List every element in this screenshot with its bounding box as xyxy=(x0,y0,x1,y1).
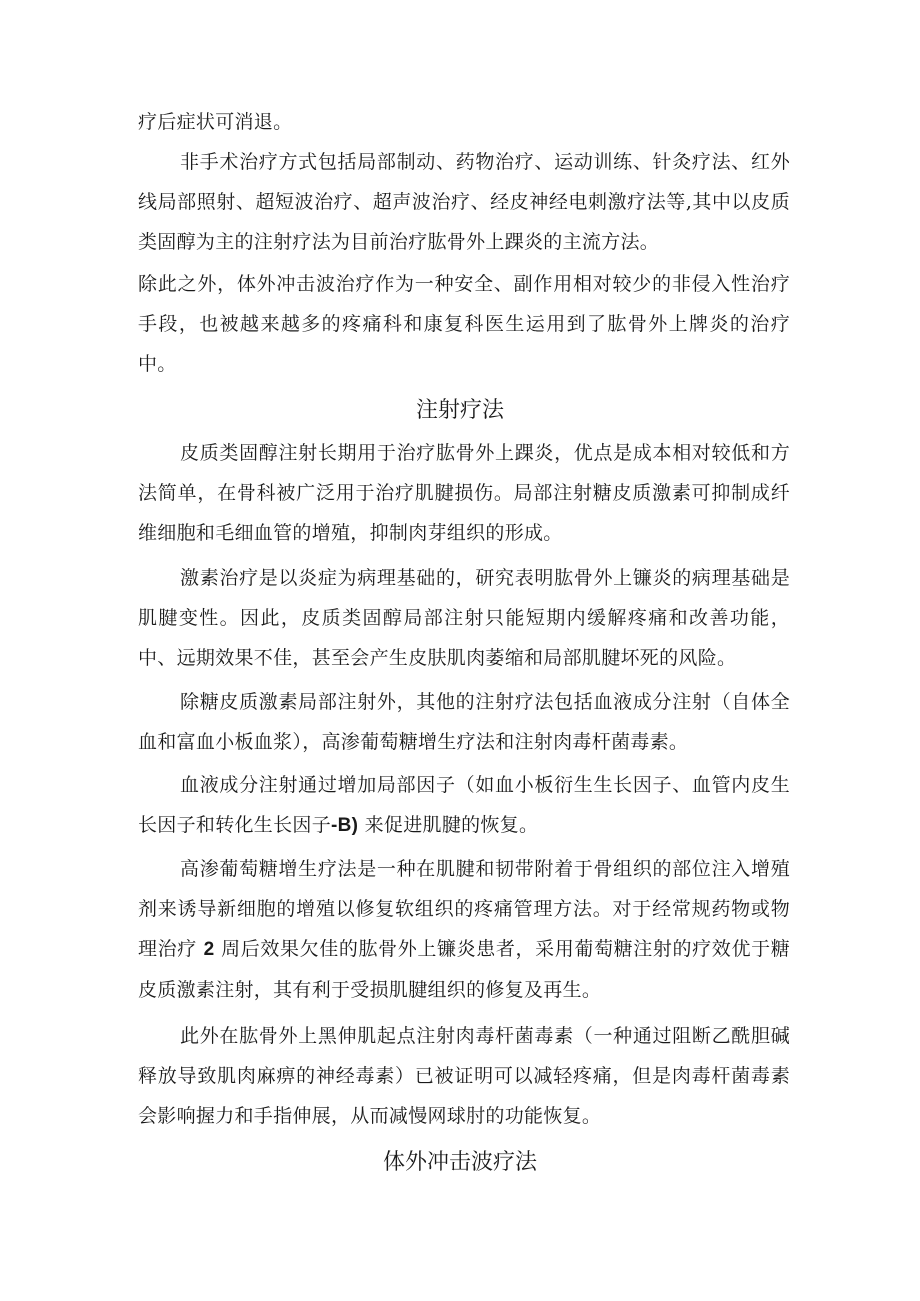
blood-injection-text-b: -B) xyxy=(331,815,359,836)
paragraph-shockwave-intro: 除此之外，体外冲击波治疗作为一种安全、副作用相对较少的非侵入性治疗手段，也被越来越多的疼痛科和康复科医生运用到了肱骨外上牌炎的治疗中。 xyxy=(138,273,790,375)
blood-injection-text-c: 来促进肌腱的恢复。 xyxy=(358,814,539,836)
prolotherapy-text-a: 高渗葡萄糖增生疗法是一种在肌腱和韧带附着于骨组织的部位注入增殖剂来诱导新细胞的增殖以修复软组织的疼痛管理方法。对于经常规药物或物理治疗 xyxy=(138,858,790,960)
paragraph-blood-component-injection xyxy=(138,765,790,846)
paragraph-botulinum-toxin: 此外在肱骨外上黑伸肌起点注射肉毒杆菌毒素（一种通过阻断乙酰胆碱释放导致肌肉麻痹的神经毒素）已被证明可以减轻疼痛，但是肉毒杆菌毒素会影响握力和手指伸展，从而减慢网球肘的功能恢复。 xyxy=(138,1025,790,1127)
paragraph-corticosteroid-injection: 皮质类固醇注射长期用于治疗肱骨外上踝炎，优点是成本相对较低和方法简单，在骨科被广泛用于治疗肌腱损伤。局部注射糖皮质激素可抑制成纤维细胞和毛细血管的增殖，抑制肉芽组织的形成。 xyxy=(138,442,790,544)
paragraph-continuation: 疗后症状可消退。 xyxy=(138,111,293,133)
section-heading-injection-therapy: 注射疗法 xyxy=(415,398,504,423)
prolotherapy-text-c: 周后效果欠佳的肱骨外上镰炎患者，采用葡萄糖注射的疗效优于糖皮质激素注射，其有利于受损肌腱组织的修复及再生。 xyxy=(138,938,790,1001)
blood-injection-text-a: 血液成分注射通过增加局部因子（如血小板衍生生长因子、血管内皮生长因子和转化生长因子 xyxy=(138,774,790,836)
prolotherapy-text-b: 2 xyxy=(203,939,215,960)
paragraph-nonsurgical-treatment: 非手术治疗方式包括局部制动、药物治疗、运动训练、针灸疗法、红外线局部照射、超短波治疗、超声波治疗、经皮神经电刺激疗法等,其中以皮质类固醇为主的注射疗法为目前治疗肱骨外上踝炎的主流方法。 xyxy=(138,151,790,253)
paragraph-other-injections: 除糖皮质激素局部注射外，其他的注射疗法包括血液成分注射（自体全血和富血小板血浆），高渗葡萄糖增生疗法和注射肉毒杆菌毒素。 xyxy=(138,691,790,753)
section-heading-shockwave-therapy: 体外冲击波疗法 xyxy=(382,1150,537,1175)
paragraph-prolotherapy xyxy=(138,849,790,1010)
paragraph-hormone-therapy: 激素治疗是以炎症为病理基础的，研究表明肱骨外上镰炎的病理基础是肌腱变性。因此，皮质类固醇局部注射只能短期内缓解疼痛和改善功能，中、远期效果不佳，甚至会产生皮肤肌肉萎缩和局部肌腱坏死的风险。 xyxy=(138,567,790,669)
